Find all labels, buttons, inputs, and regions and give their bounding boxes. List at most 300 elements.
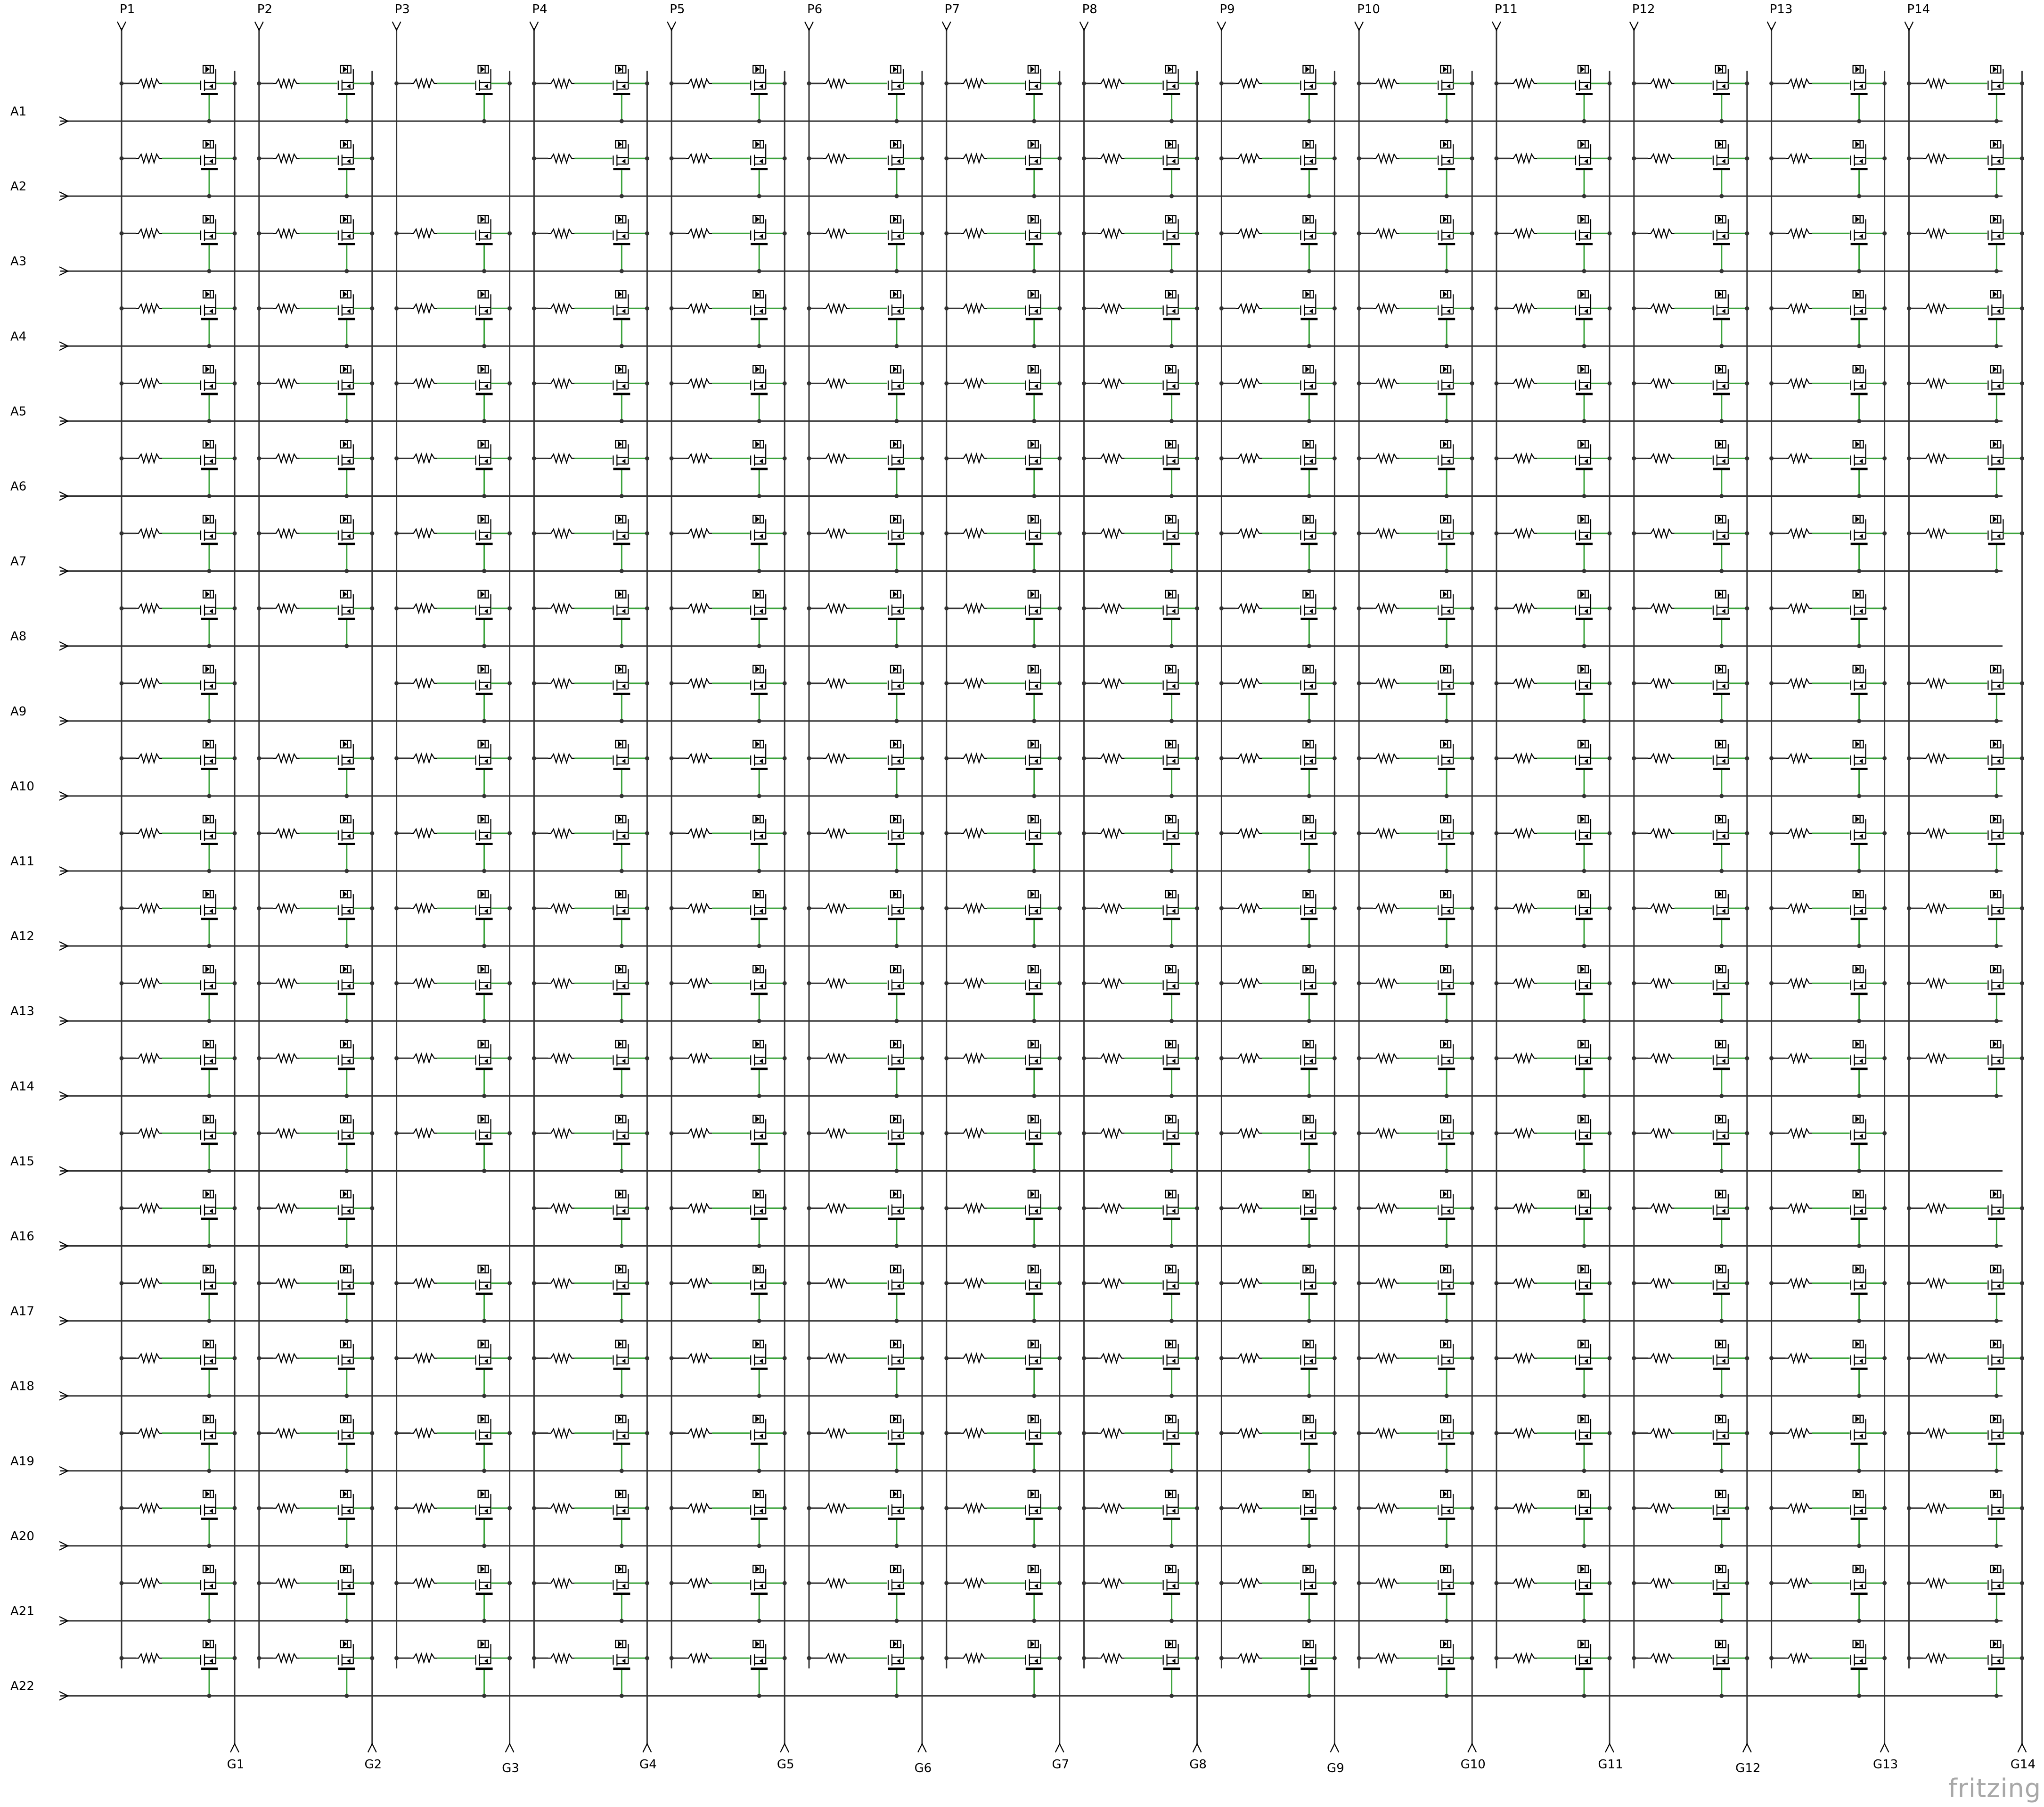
transistor-base-bar	[476, 1667, 493, 1670]
junction-dot	[1169, 569, 1174, 573]
transistor-arrow	[1172, 1584, 1176, 1588]
transistor-base-bar	[613, 618, 630, 620]
matrix-cell	[257, 1191, 374, 1248]
resistor	[1511, 529, 1537, 538]
junction-dot	[757, 194, 761, 198]
diode-triangle	[1305, 1341, 1309, 1347]
junction-dot	[757, 1544, 761, 1548]
junction-dot	[620, 419, 624, 423]
junction-dot	[783, 1056, 787, 1060]
resistor	[548, 529, 574, 538]
matrix-cell	[1082, 140, 1199, 198]
junction-dot	[207, 194, 212, 198]
transistor-arrow	[347, 609, 351, 614]
resistor	[273, 1654, 300, 1662]
matrix-cell	[1632, 215, 1749, 273]
junction-dot	[1445, 1019, 1449, 1023]
resistor	[1098, 1429, 1125, 1437]
transistor-base-bar	[338, 543, 355, 545]
diode-triangle	[1580, 966, 1585, 972]
resistor	[823, 1204, 850, 1213]
transistor-base-bar	[338, 768, 355, 770]
matrix-cell	[1082, 1565, 1199, 1623]
junction-dot	[233, 1431, 237, 1435]
resistor	[1235, 304, 1262, 312]
junction-dot	[920, 306, 924, 311]
junction-dot	[1032, 1319, 1036, 1323]
diode-triangle	[1580, 891, 1585, 897]
transistor-arrow	[1034, 834, 1038, 838]
matrix-cell	[394, 1565, 512, 1623]
transistor-arrow	[209, 159, 213, 164]
diode-triangle	[1168, 966, 1172, 972]
junction-dot	[1470, 1281, 1474, 1285]
matrix-cell	[1632, 1340, 1749, 1398]
diode-triangle	[1718, 66, 1722, 73]
transistor-base-bar	[1163, 318, 1180, 320]
resistor	[823, 1279, 850, 1288]
matrix-cell	[1495, 66, 1612, 123]
transistor-arrow	[1584, 309, 1588, 313]
transistor-base-bar	[1576, 843, 1593, 845]
resistor	[1235, 904, 1262, 912]
resistor	[1648, 1429, 1675, 1437]
resistor	[1373, 79, 1399, 88]
diode-triangle	[618, 441, 622, 448]
junction-dot	[1470, 906, 1474, 911]
transistor-base-bar	[1163, 993, 1180, 995]
matrix-cell	[670, 1040, 787, 1098]
transistor-base-bar	[476, 843, 493, 845]
transistor-arrow	[1447, 459, 1450, 464]
junction-dot	[207, 419, 212, 423]
resistor	[1235, 1129, 1262, 1137]
diode-triangle	[755, 141, 760, 148]
transistor-base-bar	[888, 918, 905, 920]
junction-dot	[1333, 82, 1337, 86]
transistor-arrow	[209, 1133, 213, 1138]
junction-dot	[1719, 494, 1724, 498]
resistor	[1098, 1129, 1125, 1137]
diode-triangle	[1443, 816, 1447, 822]
transistor-arrow	[1172, 1509, 1176, 1513]
transistor-base-bar	[201, 1068, 218, 1070]
transistor-base-bar	[751, 1593, 768, 1595]
resistor	[686, 754, 712, 763]
matrix-cell	[532, 1040, 649, 1098]
junction-dot	[1169, 1469, 1174, 1473]
resistor	[136, 1579, 162, 1587]
matrix-cell	[1357, 1340, 1474, 1398]
matrix-cell	[807, 815, 924, 873]
resistor	[273, 379, 300, 387]
junction-dot	[1307, 1019, 1311, 1023]
transistor-base-bar	[888, 1293, 905, 1295]
diode-triangle	[343, 516, 347, 523]
transistor-base-bar	[1163, 1518, 1180, 1520]
diode-triangle	[1718, 966, 1722, 972]
junction-dot	[1445, 1394, 1449, 1398]
matrix-cell	[120, 740, 237, 798]
transistor-base-bar	[1300, 168, 1317, 170]
matrix-cell	[1219, 441, 1337, 499]
transistor-arrow	[1584, 1434, 1588, 1438]
matrix-cell	[120, 66, 237, 123]
resistor	[136, 154, 162, 163]
junction-dot	[207, 1094, 212, 1098]
junction-dot	[1032, 794, 1036, 798]
junction-dot	[207, 269, 212, 273]
diode-triangle	[1718, 141, 1722, 148]
matrix-cell	[532, 1565, 649, 1623]
diode-triangle	[618, 816, 622, 822]
matrix-cell	[1495, 890, 1612, 948]
transistor-arrow	[759, 1659, 763, 1663]
resistor	[1511, 1279, 1537, 1288]
transistor-base-bar	[751, 618, 768, 620]
junction-dot	[1608, 1356, 1612, 1360]
transistor-base-bar	[1300, 1667, 1317, 1670]
matrix-cell	[807, 1565, 924, 1623]
junction-dot	[370, 906, 374, 911]
transistor-base-bar	[888, 1443, 905, 1445]
transistor-base-bar	[1300, 1368, 1317, 1370]
junction-dot	[645, 306, 649, 311]
diode-triangle	[1030, 141, 1035, 148]
matrix-cell	[1495, 1490, 1612, 1548]
transistor-base-bar	[201, 1218, 218, 1220]
diode-triangle	[1580, 441, 1585, 448]
transistor-arrow	[759, 1509, 763, 1513]
transistor-base-bar	[476, 1443, 493, 1445]
matrix-cell	[394, 815, 512, 873]
junction-dot	[1333, 1131, 1337, 1135]
diode-triangle	[205, 441, 210, 448]
junction-dot	[1445, 1544, 1449, 1548]
junction-dot	[344, 119, 349, 123]
junction-dot	[645, 981, 649, 986]
transistor-base-bar	[751, 693, 768, 695]
matrix-cell	[394, 965, 512, 1023]
junction-dot	[1470, 831, 1474, 836]
resistor	[1511, 1429, 1537, 1437]
matrix-cell	[1632, 441, 1749, 499]
transistor-base-bar	[1438, 618, 1455, 620]
transistor-arrow	[209, 834, 213, 838]
transistor-base-bar	[1300, 993, 1317, 995]
junction-dot	[507, 1131, 512, 1135]
transistor-base-bar	[751, 468, 768, 470]
matrix-cell	[944, 965, 1062, 1023]
junction-dot	[1307, 719, 1311, 723]
transistor-arrow	[1447, 1584, 1450, 1588]
transistor-arrow	[897, 984, 900, 988]
matrix-cell	[944, 740, 1062, 798]
transistor-base-bar	[1163, 1593, 1180, 1595]
transistor-base-bar	[476, 393, 493, 395]
diode-triangle	[618, 1491, 622, 1497]
junction-dot	[207, 119, 212, 123]
resistor	[1648, 79, 1675, 88]
resistor	[411, 754, 437, 763]
diode-triangle	[1030, 1491, 1035, 1497]
junction-dot	[1333, 981, 1337, 986]
transistor-arrow	[347, 1359, 351, 1363]
junction-dot	[757, 1319, 761, 1323]
junction-dot	[783, 981, 787, 986]
transistor-arrow	[1584, 984, 1588, 988]
diode-triangle	[1580, 1266, 1585, 1273]
matrix-cell	[257, 441, 374, 499]
junction-dot	[1470, 1506, 1474, 1510]
matrix-cell	[944, 215, 1062, 273]
junction-dot	[507, 1506, 512, 1510]
junction-dot	[620, 119, 624, 123]
junction-dot	[1582, 119, 1586, 123]
transistor-base-bar	[1576, 393, 1593, 395]
matrix-cell	[1357, 1415, 1474, 1473]
resistor	[1511, 679, 1537, 688]
transistor-arrow	[1447, 909, 1450, 913]
transistor-arrow	[1172, 684, 1176, 689]
diode-triangle	[893, 966, 897, 972]
junction-dot	[620, 1544, 624, 1548]
transistor-arrow	[621, 1209, 625, 1214]
resistor	[823, 1054, 850, 1062]
junction-dot	[1745, 1131, 1749, 1135]
transistor-base-bar	[201, 1593, 218, 1595]
transistor-arrow	[1722, 1284, 1725, 1289]
resistor	[1373, 1129, 1399, 1137]
resistor	[273, 1054, 300, 1062]
transistor-base-bar	[1026, 168, 1043, 170]
transistor-arrow	[1309, 234, 1313, 238]
transistor-arrow	[897, 909, 900, 913]
junction-dot	[1719, 719, 1724, 723]
junction-dot	[1195, 1431, 1199, 1435]
matrix-cell	[1219, 1191, 1337, 1248]
diode-triangle	[893, 216, 897, 222]
resistor	[686, 904, 712, 912]
matrix-cell	[394, 740, 512, 798]
transistor-base-bar	[1163, 468, 1180, 470]
junction-dot	[1445, 194, 1449, 198]
resistor	[136, 904, 162, 912]
resistor	[823, 679, 850, 688]
transistor-arrow	[759, 1209, 763, 1214]
transistor-arrow	[1034, 1059, 1038, 1063]
transistor-base-bar	[751, 1368, 768, 1370]
junction-dot	[1169, 344, 1174, 348]
matrix-cell	[257, 215, 374, 273]
transistor-base-bar	[476, 318, 493, 320]
transistor-arrow	[484, 384, 488, 388]
junction-dot	[920, 381, 924, 386]
junction-dot	[370, 231, 374, 236]
junction-dot	[344, 1319, 349, 1323]
junction-dot	[233, 831, 237, 836]
transistor-arrow	[759, 1434, 763, 1438]
junction-dot	[344, 419, 349, 423]
matrix-cell	[532, 290, 649, 348]
transistor-arrow	[209, 1509, 213, 1513]
junction-dot	[233, 681, 237, 685]
transistor-base-bar	[1438, 1218, 1455, 1220]
junction-dot	[1307, 1169, 1311, 1173]
diode-triangle	[205, 1416, 210, 1422]
junction-dot	[1057, 1131, 1062, 1135]
transistor-base-bar	[613, 393, 630, 395]
matrix-cell	[1495, 665, 1612, 723]
junction-dot	[1470, 1056, 1474, 1060]
diode-triangle	[343, 891, 347, 897]
matrix-cell	[807, 1040, 924, 1098]
junction-dot	[783, 606, 787, 610]
resistor	[273, 1579, 300, 1587]
junction-dot	[620, 1244, 624, 1248]
junction-dot	[1057, 1206, 1062, 1210]
junction-dot	[895, 269, 899, 273]
transistor-base-bar	[1713, 468, 1730, 470]
junction-dot	[1445, 644, 1449, 648]
resistor	[823, 904, 850, 912]
diode-triangle	[1305, 816, 1309, 822]
transistor-base-bar	[613, 1593, 630, 1595]
junction-dot	[895, 494, 899, 498]
diode-triangle	[1718, 216, 1722, 222]
junction-dot	[507, 906, 512, 911]
transistor-arrow	[209, 1434, 213, 1438]
junction-dot	[482, 1319, 486, 1323]
junction-dot	[757, 719, 761, 723]
junction-dot	[1333, 756, 1337, 760]
transistor-base-bar	[201, 543, 218, 545]
junction-dot	[920, 981, 924, 986]
diode-triangle	[618, 1266, 622, 1273]
diode-triangle	[343, 441, 347, 448]
junction-dot	[920, 231, 924, 236]
matrix-cell	[1219, 1490, 1337, 1548]
junction-dot	[344, 494, 349, 498]
junction-dot	[783, 1431, 787, 1435]
resistor	[411, 1129, 437, 1137]
junction-dot	[620, 1094, 624, 1098]
transistor-base-bar	[201, 243, 218, 245]
matrix-cell	[1495, 1340, 1612, 1398]
transistor-base-bar	[1713, 393, 1730, 395]
transistor-base-bar	[1438, 243, 1455, 245]
junction-dot	[757, 1394, 761, 1398]
junction-dot	[370, 306, 374, 311]
diode-triangle	[755, 891, 760, 897]
junction-dot	[1195, 981, 1199, 986]
junction-dot	[1057, 456, 1062, 460]
resistor	[548, 679, 574, 688]
resistor	[1098, 1204, 1125, 1213]
transistor-arrow	[759, 1359, 763, 1363]
junction-dot	[1445, 1244, 1449, 1248]
transistor-base-bar	[1438, 843, 1455, 845]
junction-dot	[895, 1169, 899, 1173]
junction-dot	[1445, 1694, 1449, 1698]
junction-dot	[207, 869, 212, 873]
matrix-cell	[1082, 66, 1199, 123]
transistor-base-bar	[1163, 1218, 1180, 1220]
junction-dot	[920, 1131, 924, 1135]
junction-dot	[1169, 419, 1174, 423]
resistor	[1373, 604, 1399, 613]
junction-dot	[783, 756, 787, 760]
resistor	[548, 1579, 574, 1587]
diode-triangle	[343, 141, 347, 148]
transistor-base-bar	[1300, 918, 1317, 920]
transistor-arrow	[1172, 309, 1176, 313]
matrix-cell	[1219, 591, 1337, 649]
transistor-arrow	[759, 459, 763, 464]
diode-triangle	[1305, 291, 1309, 297]
diode-triangle	[1718, 891, 1722, 897]
matrix-cell	[807, 591, 924, 649]
resistor	[136, 1654, 162, 1662]
diode-triangle	[618, 891, 622, 897]
transistor-arrow	[484, 684, 488, 689]
junction-dot	[1057, 306, 1062, 311]
diode-triangle	[343, 66, 347, 73]
diode-triangle	[893, 741, 897, 747]
transistor-arrow	[1034, 159, 1038, 164]
diode-triangle	[205, 66, 210, 73]
diode-triangle	[1030, 441, 1035, 448]
transistor-base-bar	[201, 618, 218, 620]
matrix-cell	[257, 66, 374, 123]
junction-dot	[1195, 1206, 1199, 1210]
junction-dot	[1195, 906, 1199, 911]
transistor-arrow	[1447, 1509, 1450, 1513]
matrix-cell	[1495, 591, 1612, 649]
matrix-cell	[120, 1191, 237, 1248]
junction-dot	[1307, 119, 1311, 123]
transistor-arrow	[1722, 384, 1725, 388]
resistor	[1648, 604, 1675, 613]
diode-triangle	[343, 966, 347, 972]
junction-dot	[1307, 644, 1311, 648]
junction-dot	[1608, 1431, 1612, 1435]
resistor	[961, 454, 987, 463]
junction-dot	[1719, 1394, 1724, 1398]
junction-dot	[1169, 1094, 1174, 1098]
transistor-base-bar	[751, 1142, 768, 1145]
matrix-cell	[1357, 665, 1474, 723]
diode-triangle	[618, 1641, 622, 1647]
junction-dot	[757, 1244, 761, 1248]
junction-dot	[233, 156, 237, 161]
resistor	[823, 979, 850, 987]
diode-triangle	[1580, 1566, 1585, 1572]
junction-dot	[1745, 1356, 1749, 1360]
matrix-cell	[1632, 1265, 1749, 1323]
junction-dot	[207, 1169, 212, 1173]
transistor-base-bar	[888, 693, 905, 695]
junction-dot	[1445, 719, 1449, 723]
transistor-base-bar	[338, 993, 355, 995]
junction-dot	[895, 719, 899, 723]
junction-dot	[920, 531, 924, 535]
junction-dot	[1032, 644, 1036, 648]
junction-dot	[895, 194, 899, 198]
diode-triangle	[1718, 591, 1722, 598]
resistor	[411, 1279, 437, 1288]
junction-dot	[507, 1356, 512, 1360]
